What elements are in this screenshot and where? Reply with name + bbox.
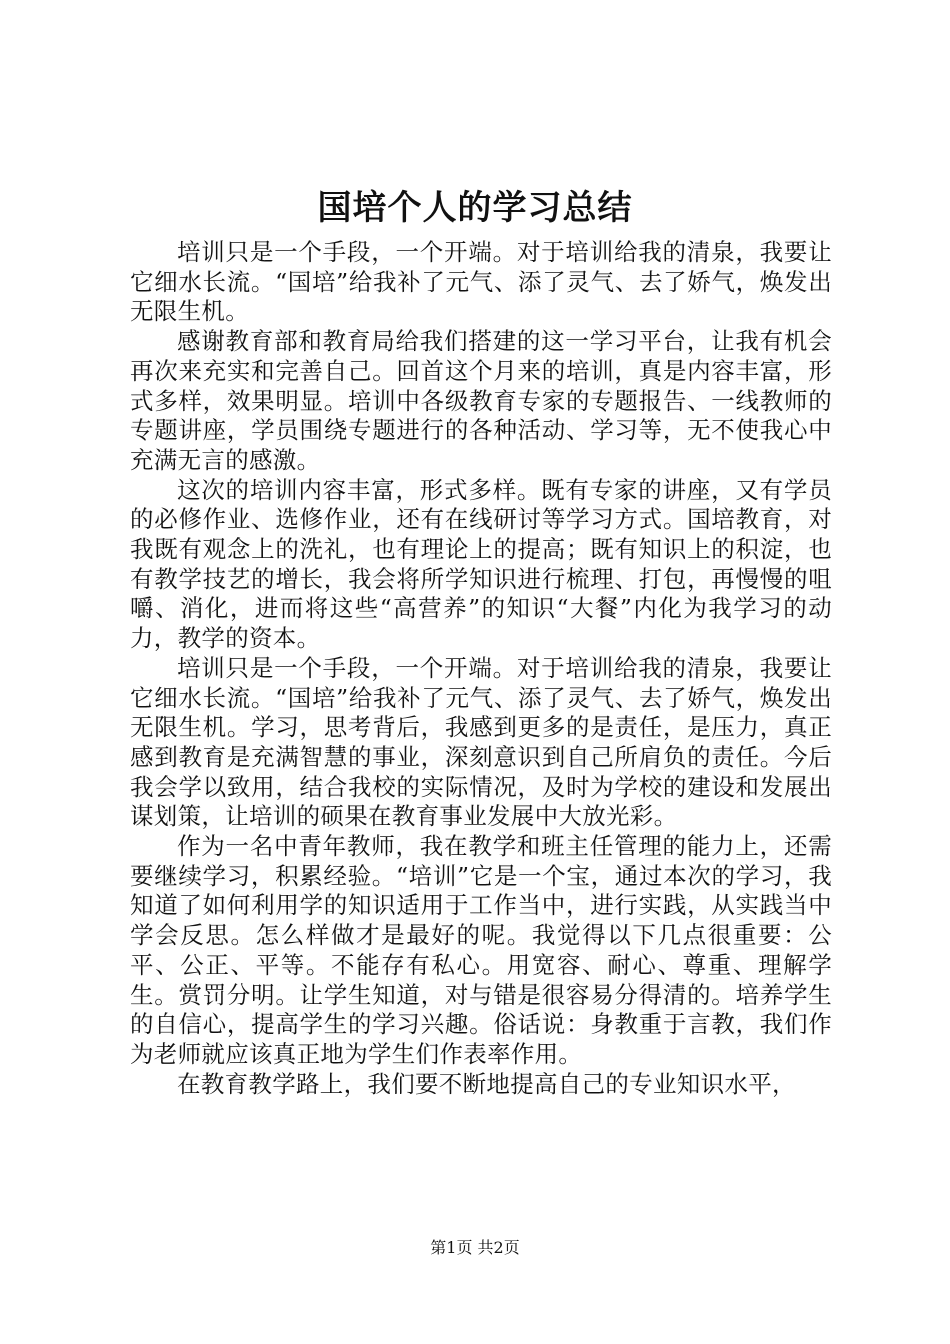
paragraph: 感谢教育部和教育局给我们搭建的这一学习平台，让我有机会再次来充实和完善自己。回首这个月来的培训，真是内容丰富，形式多样，效果明显。培训中各级教育专家的专题报告、一线教师的专题讲座，学员围绕专题进行的各种活动、学习等，无不使我心中充满无言的感激。 — [130, 327, 832, 474]
paragraph: 培训只是一个手段，一个开端。对于培训给我的清泉，我要让它细水长流。“国培”给我补了元气、添了灵气、去了娇气，焕发出无限生机。 — [130, 238, 832, 326]
paragraph: 培训只是一个手段，一个开端。对于培训给我的清泉，我要让它细水长流。“国培”给我补了元气、添了灵气、去了娇气，焕发出无限生机。学习，思考背后，我感到更多的是责任，是压力，真正感到教育是充满智慧的事业，深刻意识到自己所肩负的责任。今后我会学以致用，结合我校的实际情况，及时为学校的建设和发展出谋划策，让培训的硕果在教育事业发展中大放光彩。 — [130, 653, 832, 831]
paragraph: 作为一名中青年教师，我在教学和班主任管理的能力上，还需要继续学习，积累经验。“培训”它是一个宝，通过本次的学习，我知道了如何利用学的知识适用于工作当中，进行实践，从实践当中学会反思。怎么样做才是最好的呢。我觉得以下几点很重要：公平、公正、平等。不能存有私心。用宽容、耐心、尊重、理解学生。赏罚分明。让学生知道，对与错是很容易分得清的。培养学生的自信心，提高学生的学习兴趣。俗话说：身教重于言教，我们作为老师就应该真正地为学生们作表率作用。 — [130, 832, 832, 1068]
paragraph: 这次的培训内容丰富，形式多样。既有专家的讲座，又有学员的必修作业、选修作业，还有在线研讨等学习方式。国培教育，对我既有观念上的洗礼，也有理论上的提高；既有知识上的积淀，也有教学技艺的增长，我会将所学知识进行梳理、打包，再慢慢的咀嚼、消化，进而将这些“高营养”的知识“大餐”内化为我学习的动力，教学的资本。 — [130, 475, 832, 653]
page-number-footer: 第1页 共2页 — [430, 1238, 520, 1257]
document-title: 国培个人的学习总结 — [317, 188, 633, 228]
document-body — [130, 238, 832, 1099]
paragraph: 在教育教学路上，我们要不断地提高自己的专业知识水平， — [177, 1069, 796, 1098]
